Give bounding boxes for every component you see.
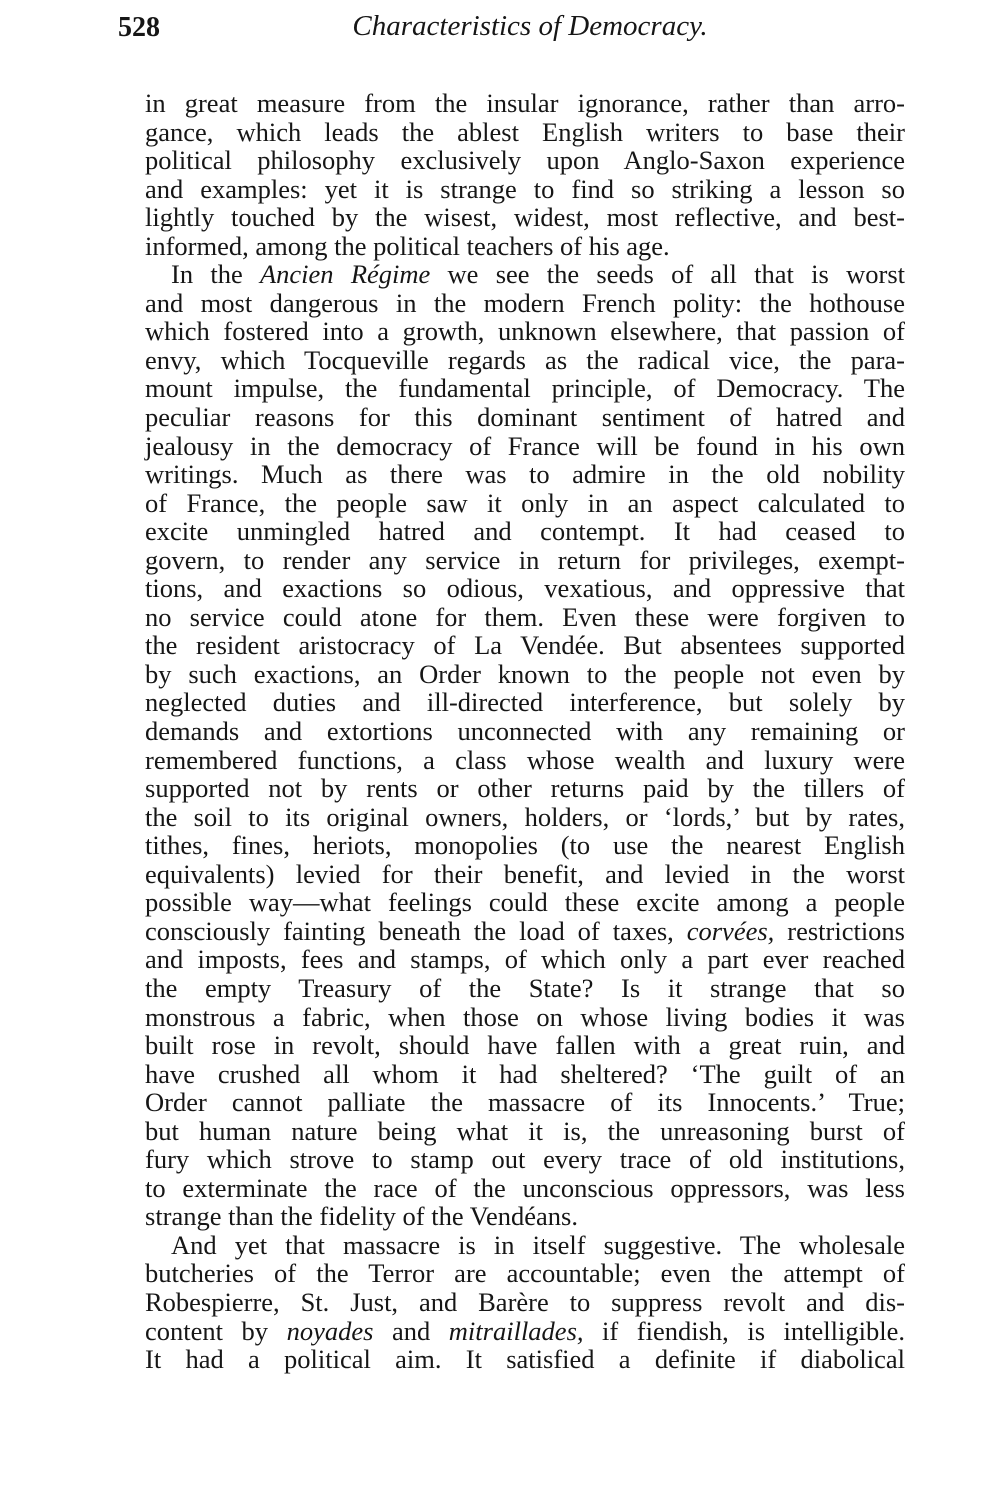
line-text: consciously fainting beneath the load of taxes, — [145, 915, 687, 946]
line-text: and — [373, 1315, 449, 1346]
text-line — [145, 660, 905, 689]
text-line — [145, 803, 905, 832]
line-text: by such exactions, an Order known to the people not even by — [145, 658, 905, 689]
text-line — [145, 917, 905, 946]
line-text: strange than the fidelity of the Vendéans. — [145, 1201, 578, 1232]
line-text: envy, which Tocqueville regards as the radical vice, the para- — [145, 344, 905, 375]
line-text: neglected duties and ill-directed interference, but solely by — [145, 687, 905, 718]
italic-text: Ancien Régime — [259, 259, 431, 290]
text-line — [145, 1003, 905, 1032]
line-text: content by — [145, 1315, 287, 1346]
line-text: no service could atone for them. Even these were forgiven to — [145, 601, 905, 632]
line-text: have crushed all whom it had sheltered? ‘The guilt of an — [145, 1058, 905, 1089]
line-text: In the — [171, 259, 260, 290]
page-number: 528 — [118, 12, 160, 43]
text-line — [145, 831, 905, 860]
text-line — [145, 746, 905, 775]
text-line — [145, 1117, 905, 1146]
text-line — [145, 1345, 905, 1374]
line-text: built rose in revolt, should have fallen with a great ruin, and — [145, 1030, 905, 1061]
line-text: monstrous a fabric, when those on whose living bodies it was — [145, 1001, 905, 1032]
text-line — [145, 460, 905, 489]
line-text: informed, among the political teachers of his age. — [145, 230, 670, 261]
line-text: restrictions — [774, 915, 905, 946]
line-text: butcheries of the Terror are accountable; even the attempt of — [145, 1258, 905, 1289]
text-line — [145, 774, 905, 803]
line-text: demands and extortions unconnected with any remaining or — [145, 716, 905, 747]
text-line — [145, 146, 905, 175]
text-line — [145, 203, 905, 232]
text-line — [145, 1231, 905, 1260]
line-text: of France, the people saw it only in an aspect calculated to — [145, 487, 905, 518]
text-line — [145, 317, 905, 346]
line-text: And yet that massacre is in itself suggestive. The wholesale — [171, 1229, 905, 1260]
line-text: political philosophy exclusively upon Anglo-Saxon experience — [145, 145, 905, 176]
text-line — [145, 403, 905, 432]
line-text: excite unmingled hatred and contempt. It had ceased to — [145, 516, 905, 547]
line-text: gance, which leads the ablest English writers to base their — [145, 116, 905, 147]
line-text: to exterminate the race of the unconscious oppressors, was less — [145, 1172, 905, 1203]
line-text: which fostered into a growth, unknown elsewhere, that passion of — [145, 316, 905, 347]
text-line — [145, 346, 905, 375]
text-line — [145, 945, 905, 974]
line-text: tithes, fines, heriots, monopolies (to use the nearest English — [145, 830, 905, 861]
line-text: govern, to render any service in return for privileges, exempt- — [145, 544, 905, 575]
italic-text: mitraillades, — [448, 1315, 584, 1346]
text-line — [145, 1031, 905, 1060]
text-line — [145, 517, 905, 546]
text-line — [145, 603, 905, 632]
text-line — [145, 374, 905, 403]
line-text: the soil to its original owners, holders, or ‘lords,’ but by rates, — [145, 801, 905, 832]
text-line — [145, 1259, 905, 1288]
line-text: peculiar reasons for this dominant sentiment of hatred and — [145, 402, 905, 433]
line-text: mount impulse, the fundamental principle, of Democracy. The — [145, 373, 905, 404]
text-line — [145, 118, 905, 147]
line-text: Order cannot palliate the massacre of its Innocents.’ True; — [145, 1087, 905, 1118]
line-text: and examples: yet it is strange to find so striking a lesson so — [145, 173, 905, 204]
text-line — [145, 1145, 905, 1174]
italic-text: corvées, — [686, 915, 775, 946]
text-line — [145, 260, 905, 289]
line-text: tions, and exactions so odious, vexatious, and oppressive that — [145, 573, 905, 604]
text-line — [145, 1317, 905, 1346]
text-line — [145, 631, 905, 660]
text-line — [145, 974, 905, 1003]
text-line — [145, 175, 905, 204]
text-line — [145, 1060, 905, 1089]
text-line — [145, 1202, 905, 1231]
line-text: remembered functions, a class whose wealth and luxury were — [145, 744, 905, 775]
text-line — [145, 574, 905, 603]
text-line — [145, 546, 905, 575]
text-line — [145, 432, 905, 461]
text-line — [145, 489, 905, 518]
line-text: but human nature being what it is, the unreasoning burst of — [145, 1115, 905, 1146]
text-line — [145, 232, 905, 261]
line-text: if fiendish, is intelligible. — [583, 1315, 905, 1346]
text-line — [145, 688, 905, 717]
line-text: possible way—what feelings could these excite among a people — [145, 887, 905, 918]
line-text: fury which strove to stamp out every trace of old institutions, — [145, 1144, 905, 1175]
line-text: Robespierre, St. Just, and Barère to suppress revolt and dis- — [145, 1286, 905, 1317]
text-line — [145, 1088, 905, 1117]
text-line — [145, 888, 905, 917]
running-title: Characteristics of Democracy. — [352, 10, 708, 42]
line-text: the resident aristocracy of La Vendée. But absentees supported — [145, 630, 905, 661]
line-text: writings. Much as there was to admire in the old nobility — [145, 459, 905, 490]
line-text: in great measure from the insular ignorance, rather than arro- — [145, 88, 905, 118]
body-text — [145, 89, 905, 1374]
line-text: lightly touched by the wisest, widest, most reflective, and best- — [145, 202, 905, 233]
text-line — [145, 289, 905, 318]
line-text: the empty Treasury of the State? Is it strange that so — [145, 972, 905, 1003]
line-text: equivalents) levied for their benefit, and levied in the worst — [145, 858, 905, 889]
text-line — [145, 860, 905, 889]
line-text: we see the seeds of all that is worst — [430, 259, 905, 290]
line-text: supported not by rents or other returns paid by the tillers of — [145, 773, 905, 804]
text-line — [145, 89, 905, 118]
line-text: It had a political aim. It satisfied a definite if diabolical — [145, 1344, 905, 1375]
text-line — [145, 717, 905, 746]
text-line — [145, 1174, 905, 1203]
line-text: jealousy in the democracy of France will be found in his own — [145, 430, 905, 461]
line-text: and imposts, fees and stamps, of which only a part ever reached — [145, 944, 905, 975]
italic-text: noyades — [286, 1315, 374, 1346]
line-text: and most dangerous in the modern French polity: the hothouse — [145, 287, 905, 318]
text-line — [145, 1288, 905, 1317]
